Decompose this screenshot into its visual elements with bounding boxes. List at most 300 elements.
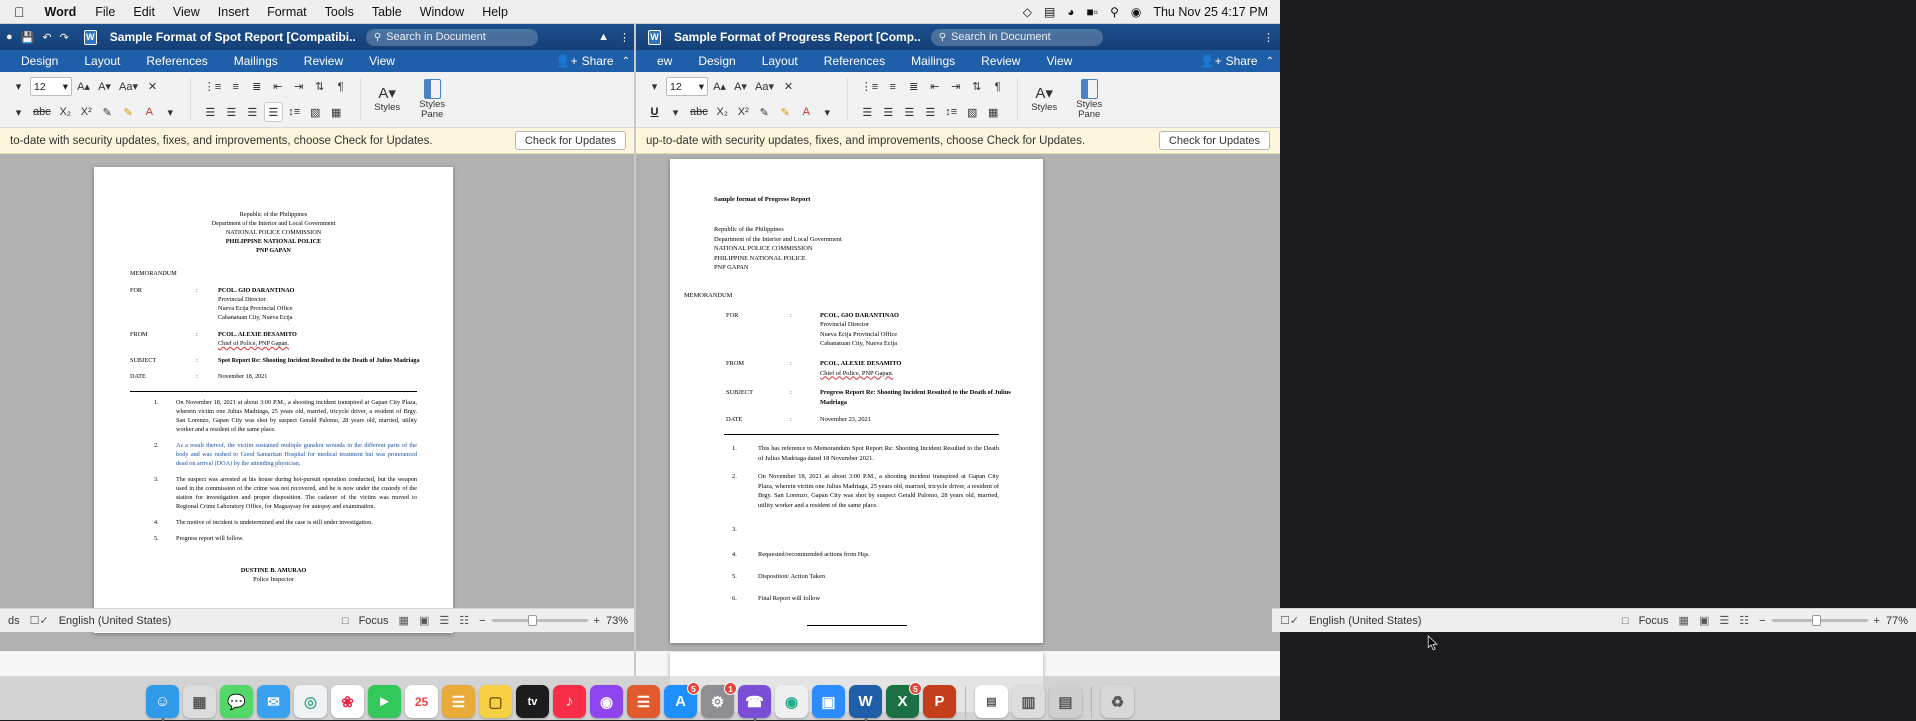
word-document-icon: W (84, 30, 97, 45)
zoom-out-icon[interactable]: − (1759, 614, 1766, 627)
header-line-2: Department of the Interior and Local Government (211, 219, 336, 227)
item-text (758, 525, 999, 535)
right-language[interactable]: English (United States) (1309, 614, 1422, 627)
field-sub-2: Nueva Ecija Provincial Office (218, 304, 293, 312)
text-effects-button[interactable]: ✎ (759, 106, 769, 119)
line-spacing-button[interactable]: ↕≡ (288, 106, 301, 119)
dock-item-facetime[interactable]: ► (368, 685, 401, 718)
header-line-3: NATIONAL POLICE COMMISSION (714, 245, 813, 253)
sort-button[interactable]: ⇅ (972, 81, 982, 94)
right-focus-label[interactable]: Focus (1638, 614, 1669, 627)
subscript-button[interactable]: X₂ (59, 106, 72, 119)
zoom-slider[interactable] (1772, 619, 1868, 622)
menu-item-view[interactable]: View (162, 4, 190, 19)
chevron-down-icon[interactable]: ▾ (824, 106, 831, 119)
zoom-in-icon[interactable]: + (1873, 614, 1880, 627)
share-person-icon: 👤+ (555, 54, 578, 68)
shrink-font-button[interactable]: A▾ (98, 81, 111, 94)
decrease-indent-button[interactable]: ⇤ (273, 81, 283, 94)
web-layout-view-icon[interactable]: ▣ (1698, 615, 1710, 627)
left-ribbon-collapse-icon[interactable]: ⌃ (621, 55, 630, 67)
left-language[interactable]: English (United States) (58, 614, 172, 627)
right-zoom-control[interactable] (1759, 615, 1908, 627)
share-person-icon: 👤+ (1199, 54, 1222, 68)
dock-item-appletv[interactable]: tv (516, 685, 549, 718)
right-item-1 (732, 444, 999, 463)
right-zoom-value[interactable]: 77% (1885, 614, 1908, 627)
right-date-rule (724, 434, 999, 435)
right-doc-title: Sample format of Progress Report (714, 196, 811, 203)
change-case-button[interactable]: Aa▾ (119, 81, 138, 94)
item-text: Final Report will follow (758, 594, 820, 602)
left-item-3 (154, 476, 417, 512)
menu-item-tools[interactable]: Tools (314, 4, 344, 19)
decrease-indent-button[interactable]: ⇤ (930, 81, 940, 94)
dock-item-launchpad[interactable]: ▦ (183, 685, 216, 718)
field-sub-1: Chief of Police, PNP Gapan. (820, 369, 894, 377)
search-icon: ⚲ (938, 31, 947, 43)
search-icon: ⚲ (373, 31, 382, 43)
dock-item-powerpoint[interactable]: P (923, 685, 956, 718)
outline-view-icon[interactable]: ☰ (439, 615, 450, 627)
numbering-button[interactable]: ≡ (889, 80, 896, 93)
font-color-button[interactable]: A (145, 106, 153, 119)
numbering-button[interactable]: ≡ (232, 80, 239, 93)
field-value: PCOL. GIO DARANTINAO (820, 311, 899, 319)
dock-item-contacts[interactable]: ☰ (442, 685, 475, 718)
left-zoom-control[interactable] (479, 615, 628, 627)
chevron-down-icon[interactable]: ▾ (672, 106, 679, 119)
field-sub-3: Cabanatuan City, Nueva Ecija (820, 340, 897, 348)
left-styles-pane-button[interactable] (410, 74, 454, 125)
menu-item-table[interactable]: Table (361, 4, 392, 19)
header-line-4: PHILIPPINE NATIONAL POLICE (714, 254, 806, 262)
right-styles-pane-button[interactable] (1067, 74, 1111, 125)
styles-icon: A▾ (1035, 85, 1053, 102)
right-font-group (642, 74, 840, 125)
right-search-box[interactable] (931, 29, 1103, 46)
tab-review[interactable]: Review (303, 54, 344, 68)
align-right-button[interactable]: ☰ (247, 106, 258, 119)
undo-icon[interactable]: ↶ (42, 31, 52, 44)
item-number: 5. (732, 572, 737, 580)
dock-item-messages[interactable]: 💬 (220, 685, 253, 718)
chevron-down-icon[interactable]: ▾ (15, 106, 22, 119)
tab-design[interactable]: Design (698, 54, 736, 68)
sort-button[interactable]: ⇅ (315, 81, 325, 94)
item-text: The suspect was arrested at his house during hot-pursuit operation conducted, but the weapon used in the commission of the crime was not recovered, and he is now under the custody of the station for investigation and proper disposition. The cadaver of the victim was moved to Regional Crime Laboratory Office, for Magsaysay for autopsy and examination. (176, 475, 417, 510)
right-update-banner (636, 128, 1280, 154)
right-ribbon-collapse-icon[interactable]: ⌃ (1265, 55, 1274, 67)
strikethrough-button[interactable]: abc (690, 106, 708, 119)
right-document-title: Sample Format of Progress Report [Comp.. (674, 30, 921, 44)
multilevel-list-button[interactable]: ≣ (909, 81, 919, 94)
left-font-group (6, 74, 183, 125)
justify-button[interactable]: ☰ (264, 102, 283, 122)
show-formatting-marks-button[interactable]: ¶ (994, 80, 1001, 93)
tab-layout[interactable]: Layout (84, 54, 121, 68)
right-title-bar (636, 24, 1280, 50)
item-number: 2. (732, 473, 737, 481)
mac-menu-bar (0, 0, 1280, 24)
tab-mailings[interactable]: Mailings (911, 54, 956, 68)
align-center-button[interactable]: ☰ (883, 106, 894, 119)
shading-button[interactable]: ▧ (967, 106, 978, 119)
left-item-4 (154, 519, 417, 528)
right-field-subject (726, 388, 1043, 407)
field-key: DATE (726, 416, 743, 424)
right-share-button[interactable] (1200, 54, 1266, 68)
right-item-6 (732, 594, 999, 604)
item-text: Requested/recommended actions from Hqs. (758, 551, 870, 559)
grow-font-button[interactable]: A▴ (713, 81, 726, 94)
font-size-value: 12 (34, 80, 46, 93)
field-key: FROM (130, 330, 148, 338)
wifi-icon[interactable]: ◕ (1067, 4, 1075, 19)
left-document-canvas[interactable] (0, 154, 636, 651)
right-field-from (726, 359, 1043, 378)
dock-separator (965, 686, 966, 718)
item-text: As a result thereof, the victim sustained multiple gunshot wounds in the different parts of the body and was rushed to Good Samaritan Hospital for medical treatment but was pronounced dead on arrival (DOA) by the attending physician. (176, 441, 417, 467)
dock-item-podcasts[interactable]: ◉ (590, 685, 623, 718)
autosave-toggle-icon[interactable]: ● (6, 31, 13, 43)
left-search-box[interactable] (366, 29, 538, 46)
left-document-title: Sample Format of Spot Report [Compatibi.. (109, 30, 356, 44)
control-center-icon[interactable]: ▤ (1043, 4, 1056, 19)
right-styles-label: Styles (1031, 102, 1058, 113)
left-update-banner (0, 128, 636, 154)
zoom-slider-knob[interactable] (528, 615, 537, 626)
increase-indent-button[interactable]: ⇥ (294, 81, 304, 94)
left-date-rule (130, 391, 417, 392)
item-text: On November 18, 2021 at about 3:00 P.M., a shooting incident transpired at Gapan City Plaza, wherein victim one Julius Madriaga, 25 years old, married, tricycle driver, a resident of Brgy. San Lorenzo, Gapan City was shot by suspect Gerald Palomo, 28 years old, married, utility worker and a resident of the same place. (758, 473, 999, 510)
tab-partial[interactable]: ew (657, 54, 673, 68)
tab-design[interactable]: Design (21, 54, 59, 68)
left-paragraph-group (198, 74, 353, 125)
field-key: FOR (726, 311, 739, 319)
left-item-5 (154, 535, 417, 544)
right-status-bar (1272, 608, 1916, 632)
field-value: PCOL. ALEXIE DESAMITO (218, 330, 297, 338)
font-name-dropdown-icon[interactable]: ▾ (651, 81, 658, 94)
web-layout-view-icon[interactable]: ▣ (418, 615, 430, 627)
font-size-combo[interactable] (666, 77, 708, 96)
left-field-from (130, 331, 453, 349)
item-text: This has reference to Memorandum Spot Report Re: Shooting Incident Resulted to the Death of Julius Madriaga dated 18 November 2021. (758, 445, 999, 462)
left-styles-pane-label: Styles Pane (419, 99, 446, 120)
zoom-slider[interactable] (492, 619, 588, 622)
right-check-for-updates-button[interactable]: Check for Updates (1159, 131, 1270, 150)
menu-app-name[interactable]: Word (34, 4, 66, 19)
right-item-5 (732, 572, 999, 582)
field-sub-1: Provincial Director (218, 295, 266, 303)
menu-item-help[interactable]: Help (471, 4, 498, 19)
left-doc-header (94, 211, 453, 256)
right-share-label: Share (1225, 54, 1258, 68)
item-text: Disposition/ Action Taken (758, 572, 825, 580)
right-item-4 (732, 550, 999, 560)
dock-separator (1091, 686, 1092, 718)
dock-item-finder[interactable]: ☺ (146, 685, 179, 718)
header-line-2: Department of the Interior and Local Government (714, 235, 842, 243)
proofing-icon[interactable]: ☐✓ (1280, 615, 1300, 627)
field-colon: : (790, 311, 792, 319)
multilevel-list-button[interactable]: ≣ (252, 81, 262, 94)
left-share-button[interactable] (556, 54, 622, 68)
right-banner-text: up-to-date with security updates, fixes, and improvements, choose Check for Updates. (646, 134, 1086, 147)
left-styles-label: Styles (374, 102, 401, 113)
left-word-count: ds (8, 614, 20, 627)
highlight-color-button[interactable]: ✎ (780, 106, 790, 119)
battery-icon[interactable]: ■▫ (1086, 4, 1099, 19)
badge-count: 5 (909, 682, 922, 695)
dock-item-music[interactable]: ♪ (553, 685, 586, 718)
line-spacing-button[interactable]: ↕≡ (945, 106, 958, 119)
dock-item-appstore[interactable]: A 5 (664, 685, 697, 718)
item-number: 4. (732, 551, 737, 559)
dock-item-photos[interactable]: ❀ (331, 685, 364, 718)
item-number: 5. (154, 534, 159, 542)
badge-count: 1 (724, 682, 737, 695)
item-number: 3. (154, 475, 159, 483)
right-field-for (726, 311, 1043, 349)
align-right-button[interactable]: ☰ (904, 106, 915, 119)
search-icon[interactable]: ⚲ (1110, 4, 1119, 19)
dock-item-document-file[interactable]: ▤ (975, 685, 1008, 718)
dock-item-mail[interactable]: ✉ (257, 685, 290, 718)
field-colon: : (196, 330, 198, 338)
tab-review[interactable]: Review (981, 54, 1021, 68)
dock-item-system-preferences[interactable]: ⚙ 1 (701, 685, 734, 718)
styles-icon: A▾ (378, 85, 396, 102)
tab-view[interactable]: View (369, 54, 395, 68)
focus-icon: □ (341, 614, 349, 627)
font-color-button[interactable]: A (802, 106, 810, 119)
draft-view-icon[interactable]: ☷ (459, 615, 470, 627)
right-window-options-icon[interactable]: ⋮ (1263, 31, 1274, 44)
item-number: 2. (154, 441, 159, 449)
left-quick-access-toolbar[interactable] (6, 31, 69, 44)
proofing-icon[interactable]: ☐✓ (29, 615, 49, 627)
tab-mailings[interactable]: Mailings (233, 54, 278, 68)
borders-button[interactable]: ▦ (331, 106, 342, 119)
dock-item-downloads-stack[interactable]: ▥ (1012, 685, 1045, 718)
superscript-button[interactable]: X² (737, 106, 749, 119)
field-sub-3: Cabanatuan City, Nueva Ecija (218, 313, 293, 321)
right-ribbon (636, 72, 1280, 128)
menu-item-window[interactable]: Window (409, 4, 454, 19)
field-key: SUBJECT (130, 356, 157, 364)
dock-item-zoom[interactable]: ▣ (812, 685, 845, 718)
word-document-icon: W (648, 30, 661, 45)
left-window-options-icon[interactable]: ⋮ (619, 31, 630, 44)
show-formatting-marks-button[interactable]: ¶ (337, 80, 344, 93)
text-effects-button[interactable]: ✎ (102, 106, 112, 119)
zoom-slider-knob[interactable] (1812, 615, 1821, 626)
clear-formatting-button[interactable]: ✕ (147, 81, 158, 94)
styles-pane-icon (424, 79, 441, 99)
field-colon: : (196, 356, 198, 364)
shading-button[interactable]: ▧ (310, 106, 321, 119)
chevron-down-icon: ▾ (698, 80, 704, 93)
item-text: The motive of incident is undetermined and the case is still under investigation. (176, 518, 373, 526)
word-window-progress-report (636, 24, 1908, 676)
styles-pane-icon (1081, 79, 1098, 99)
right-paragraph-group (855, 74, 1010, 125)
field-value: Progress Report Re: Shooting Incident Resulted to the Death of Julius Madriaga (820, 389, 1011, 406)
left-title-bar (0, 24, 636, 50)
focus-icon: □ (1621, 614, 1629, 627)
bullets-button[interactable]: ⋮≡ (860, 81, 879, 94)
field-colon: : (790, 389, 792, 397)
menu-item-insert[interactable]: Insert (207, 4, 239, 19)
left-ribbon-tabs (0, 50, 636, 72)
chevron-down-icon: ▾ (62, 80, 68, 93)
redo-icon[interactable]: ↷ (59, 31, 69, 44)
dock-item-trash[interactable]: ♻ (1101, 685, 1134, 718)
tab-references[interactable]: References (146, 54, 208, 68)
dock-item-excel[interactable]: X 5 (886, 685, 919, 718)
change-case-button[interactable]: Aa▾ (755, 81, 774, 94)
field-value: November 23, 2021 (820, 416, 871, 424)
item-number: 1. (732, 445, 737, 453)
right-footer-rule (807, 625, 907, 626)
field-key: FROM (726, 359, 745, 367)
justify-button[interactable]: ☰ (925, 106, 936, 119)
apple-logo-icon[interactable] (8, 5, 35, 19)
dock-item-viber[interactable]: ☎ (738, 685, 771, 718)
right-doc-header (714, 225, 1043, 273)
superscript-button[interactable]: X² (80, 106, 92, 119)
right-styles-pane-label: Styles Pane (1076, 99, 1103, 120)
tab-layout[interactable]: Layout (761, 54, 798, 68)
subscript-button[interactable]: X₂ (716, 106, 729, 119)
right-item-2 (732, 472, 999, 510)
right-styles-button[interactable] (1025, 74, 1063, 125)
left-signature-block (94, 566, 453, 584)
shrink-font-button[interactable]: A▾ (734, 81, 747, 94)
increase-indent-button[interactable]: ⇥ (951, 81, 961, 94)
print-layout-view-icon[interactable]: ▦ (398, 615, 409, 627)
dock-item-folder-stack[interactable]: ▤ (1049, 685, 1082, 718)
field-key: SUBJECT (726, 389, 753, 397)
signature-rank: Police Inspector (253, 575, 294, 583)
align-center-button[interactable]: ☰ (226, 106, 237, 119)
left-styles-button[interactable] (368, 74, 406, 125)
right-search-placeholder: Search in Document (951, 31, 1051, 43)
left-document-page[interactable] (94, 167, 453, 633)
item-text: On November 18, 2021 at about 3:00 P.M., a shooting incident transpired at Gapan City Plaza, wherein victim one Julius Madriaga, 25 years old, married, tricycle driver, a resident of Brgy. San Lorenzo, Gapan City was shot by suspect Gerald Palomo, 28 years old, married, utility worker and a resident of the same place. (176, 398, 417, 433)
header-line-3: NATIONAL POLICE COMMISSION (225, 228, 322, 236)
menu-item-file[interactable]: File (84, 4, 105, 19)
borders-button[interactable]: ▦ (988, 106, 999, 119)
header-line-5: PNP GAPAN (714, 264, 749, 272)
left-banner-text: to-date with security updates, fixes, and improvements, choose Check for Updates. (10, 134, 433, 147)
right-item-3 (732, 525, 999, 535)
field-value: November 18, 2021 (218, 372, 268, 380)
field-colon: : (790, 416, 792, 424)
right-document-canvas[interactable] (636, 154, 1280, 651)
left-zoom-value[interactable]: 73% (605, 614, 628, 627)
item-number: 6. (732, 594, 737, 602)
field-sub-2: Nueva Ecija Provincial Office (820, 330, 898, 338)
left-item-1 (154, 399, 417, 435)
right-memorandum-label: MEMORANDUM (684, 291, 733, 299)
dock-item-notes[interactable]: ▢ (479, 685, 512, 718)
left-memorandum-label: MEMORANDUM (130, 269, 177, 277)
font-name-dropdown-icon[interactable]: ▾ (15, 81, 22, 94)
tab-view[interactable]: View (1046, 54, 1073, 68)
zoom-out-icon[interactable]: − (479, 614, 486, 627)
left-field-subject (130, 357, 453, 366)
tab-references[interactable]: References (823, 54, 886, 68)
dock-item-safari[interactable]: ◉ (775, 685, 808, 718)
chevron-down-icon[interactable]: ▾ (167, 106, 174, 119)
bullets-button[interactable]: ⋮≡ (203, 81, 222, 94)
field-value: PCOL. GIO DARANTINAO (218, 286, 295, 294)
field-sub-1: Chief of Police, PNP Gapan. (218, 339, 289, 347)
dock-item-calendar[interactable]: 25 (405, 685, 438, 718)
left-home-icon[interactable]: ▲ (598, 31, 609, 43)
clear-formatting-button[interactable]: ✕ (783, 81, 794, 94)
menu-item-edit[interactable]: Edit (122, 4, 145, 19)
item-text: Progress report will follow. (176, 534, 244, 542)
word-window-spot-report (0, 24, 636, 676)
font-size-combo[interactable] (30, 77, 72, 96)
item-number: 1. (154, 398, 159, 406)
menu-clock[interactable]: Thu Nov 25 4:17 PM (1153, 4, 1268, 19)
zoom-in-icon[interactable]: + (593, 614, 600, 627)
header-line-4: PHILIPPINE NATIONAL POLICE (225, 237, 322, 245)
font-size-value: 12 (670, 80, 682, 93)
left-ribbon (0, 72, 636, 128)
item-number: 3. (732, 525, 737, 533)
left-check-for-updates-button[interactable]: Check for Updates (515, 131, 626, 150)
align-left-button[interactable]: ☰ (205, 106, 216, 119)
siri-icon[interactable]: ◉ (1130, 4, 1142, 19)
draft-view-icon[interactable]: ☷ (1739, 615, 1750, 627)
left-field-date (130, 373, 453, 382)
menu-item-format[interactable]: Format (256, 4, 297, 19)
dock-item-maps[interactable]: ◎ (294, 685, 327, 718)
highlight-color-button[interactable]: ✎ (123, 106, 133, 119)
left-focus-label[interactable]: Focus (358, 614, 389, 627)
left-status-bar (0, 608, 636, 632)
header-line-1: Republic of the Philippines (239, 211, 308, 218)
dropbox-icon[interactable]: ◇ (1022, 4, 1032, 19)
dock-item-word[interactable]: W (849, 685, 882, 718)
mouse-cursor (1428, 636, 1439, 652)
left-share-label: Share (581, 54, 614, 68)
left-search-placeholder: Search in Document (386, 31, 486, 43)
strikethrough-button[interactable]: abc (33, 106, 51, 119)
right-ribbon-tabs (636, 50, 1280, 72)
field-value: PCOL. ALEXIE DESAMITO (820, 359, 902, 367)
outline-view-icon[interactable]: ☰ (1719, 615, 1730, 627)
right-document-page[interactable] (670, 159, 1043, 643)
left-item-2 (154, 442, 417, 469)
underline-button[interactable]: U (650, 106, 659, 119)
grow-font-button[interactable]: A▴ (77, 81, 90, 94)
save-icon[interactable]: 💾 (20, 31, 35, 44)
align-left-button[interactable]: ☰ (862, 106, 873, 119)
header-line-1: Republic of the Philippines (714, 225, 784, 233)
right-field-date (726, 415, 1043, 425)
dock-item-charts[interactable]: ☰ (627, 685, 660, 718)
field-key: FOR (130, 286, 143, 294)
print-layout-view-icon[interactable]: ▦ (1678, 615, 1689, 627)
signature-name: DUSTINE B. AMURAO (240, 566, 307, 574)
